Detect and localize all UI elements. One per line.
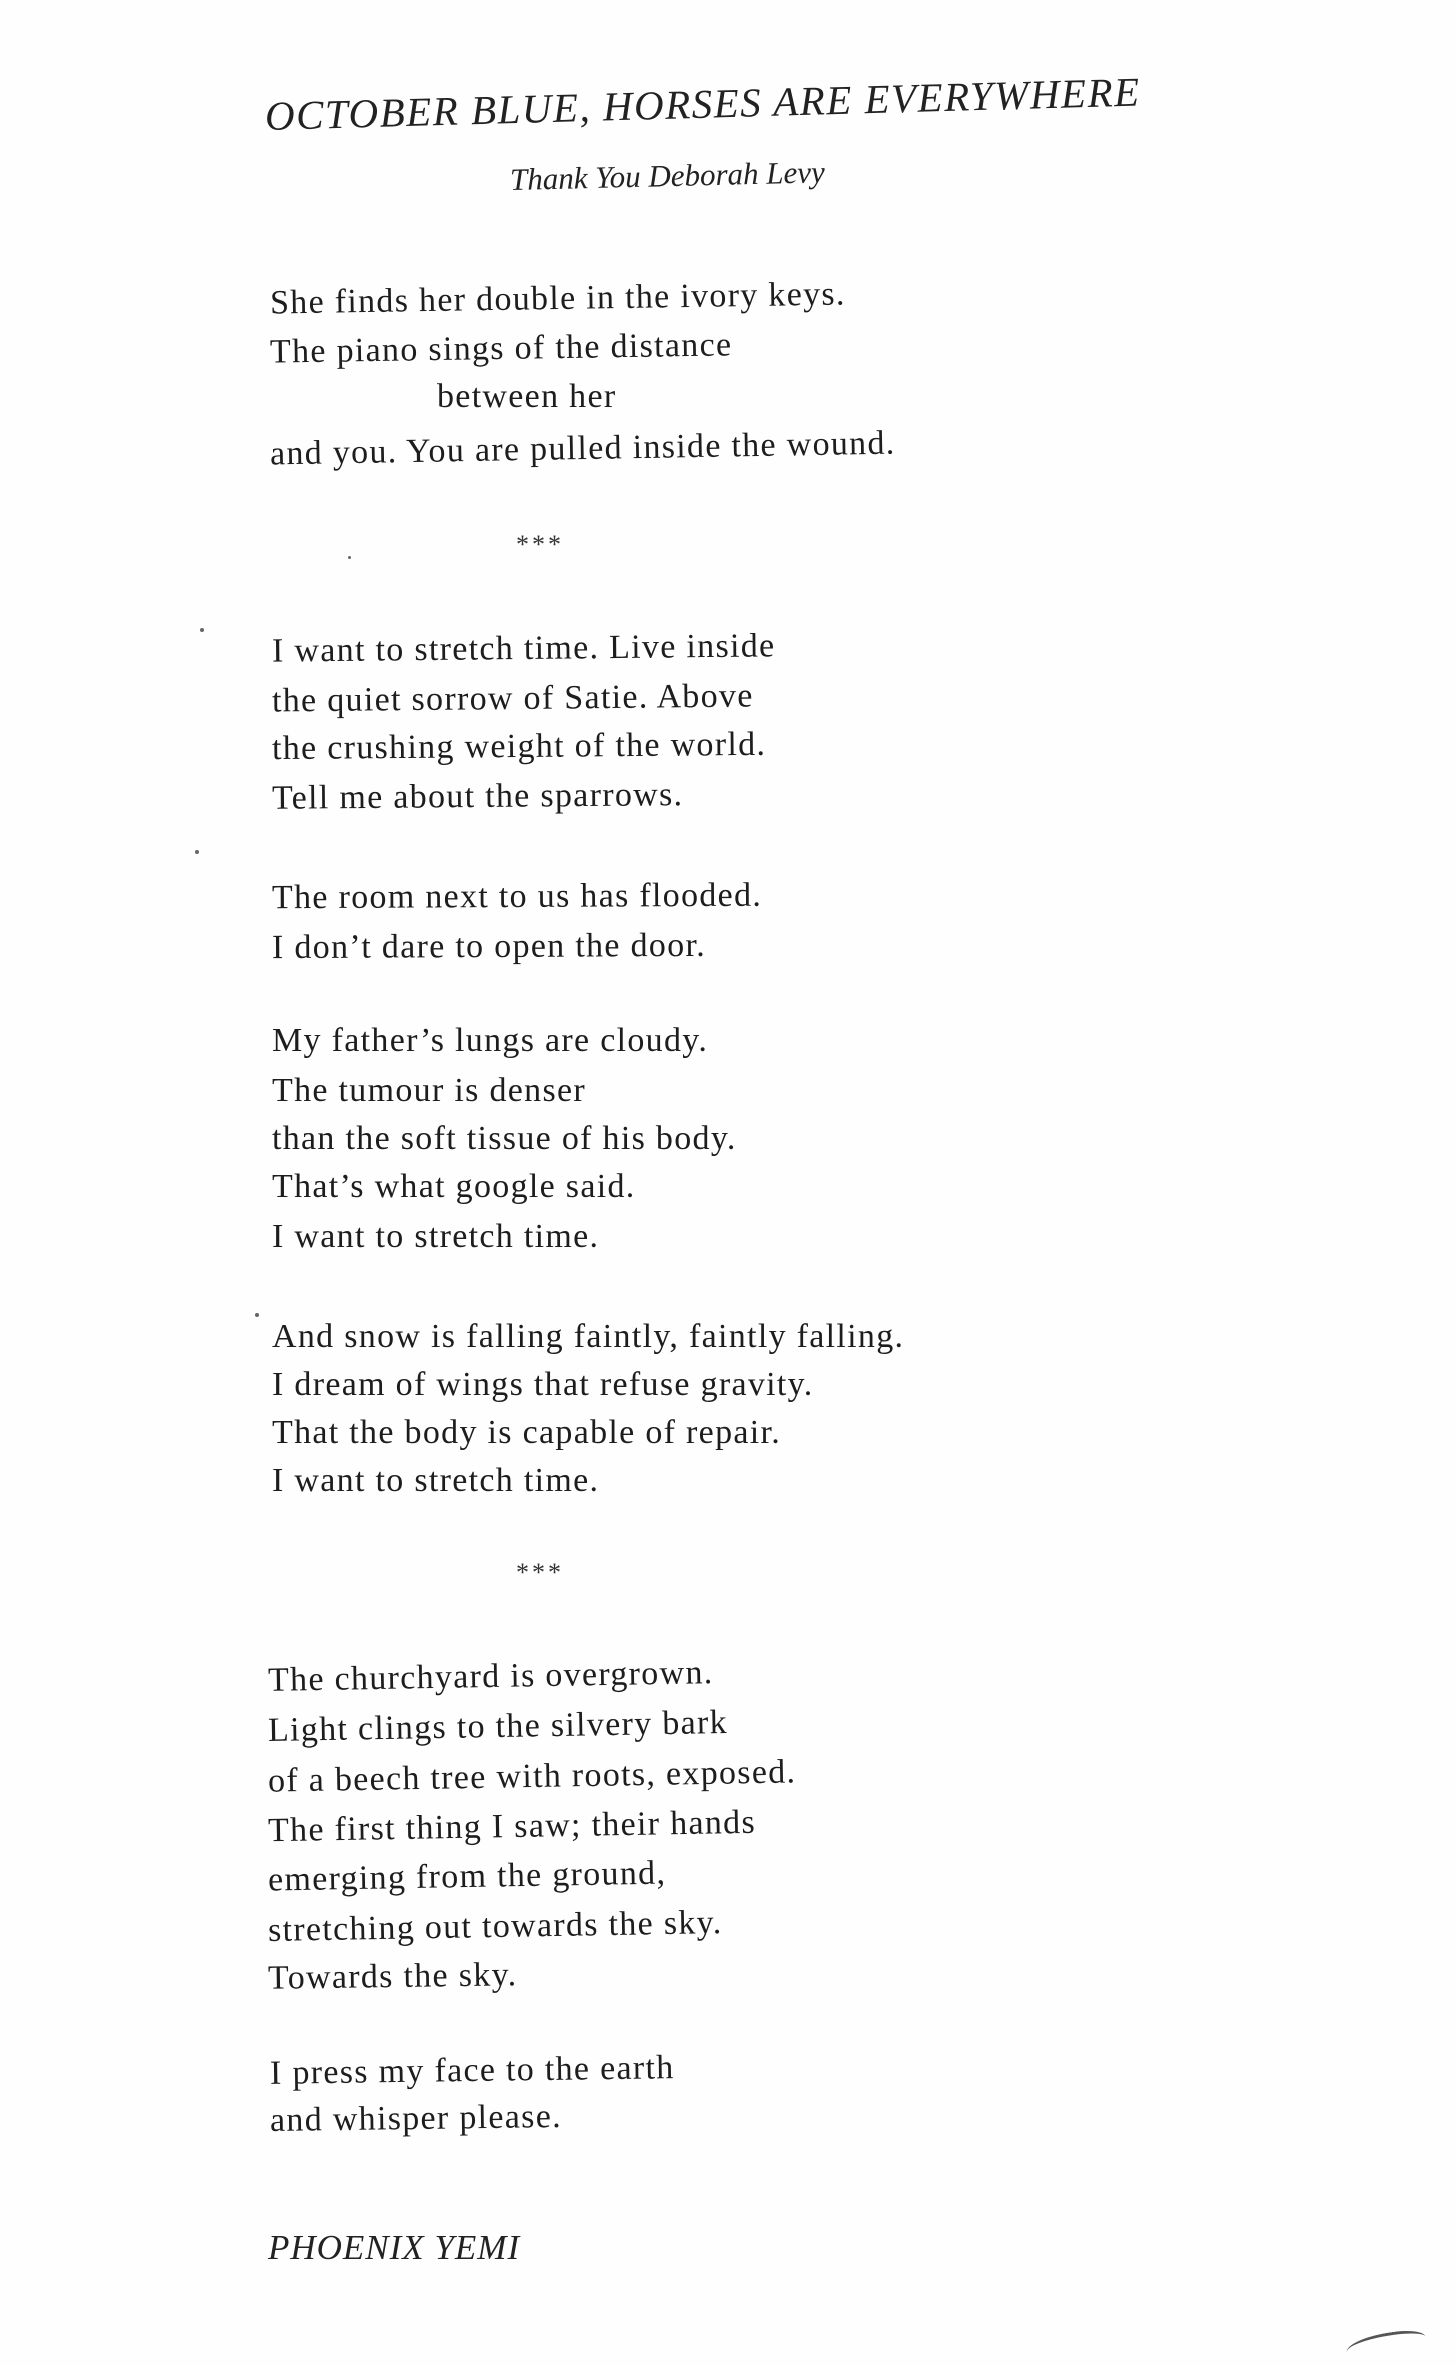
poem-author: PHOENIX YEMI <box>268 2228 521 2267</box>
poem-line: I want to stretch time. <box>272 1218 600 1255</box>
poem-line: The churchyard is overgrown. <box>267 1654 714 1699</box>
poem-line: I want to stretch time. Live inside <box>271 627 776 670</box>
poem-line: I don’t dare to open the door. <box>271 926 707 967</box>
poem-line: than the soft tissue of his body. <box>272 1120 737 1157</box>
poem-line: Light clings to the silvery bark <box>267 1703 729 1750</box>
section-separator: *** <box>516 1558 564 1587</box>
poem-line: Towards the sky. <box>267 1956 518 1997</box>
poem-line: And snow is falling faintly, faintly falling. <box>272 1318 905 1355</box>
section-separator: *** <box>516 530 564 559</box>
poem-line: stretching out towards the sky. <box>267 1904 723 1949</box>
poem-line: The room next to us has flooded. <box>271 876 763 917</box>
poem-line: The tumour is denser <box>272 1072 586 1109</box>
poem-line: My father’s lungs are cloudy. <box>272 1022 709 1059</box>
corner-pen-mark <box>1345 2328 1427 2362</box>
poem-line: That’s what google said. <box>272 1168 636 1205</box>
scan-speck <box>200 628 204 632</box>
poem-line: the crushing weight of the world. <box>271 725 767 768</box>
scan-speck <box>255 1313 259 1317</box>
scan-speck <box>348 556 351 559</box>
poem-line: I press my face to the earth <box>269 2049 675 2092</box>
poem-line: Tell me about the sparrows. <box>271 776 684 817</box>
poem-line: emerging from the ground, <box>267 1854 667 1899</box>
poem-line: The piano sings of the distance <box>269 326 733 371</box>
poem-line: of a beech tree with roots, exposed. <box>267 1753 797 1800</box>
poem-line: the quiet sorrow of Satie. Above <box>271 677 754 720</box>
poem-line: That the body is capable of repair. <box>272 1414 782 1451</box>
poem-title: OCTOBER BLUE, HORSES ARE EVERYWHERE <box>264 68 1142 139</box>
poem-line: I want to stretch time. <box>272 1462 600 1499</box>
poem-line: and you. You are pulled inside the wound. <box>269 424 896 473</box>
poem-line: between her <box>437 378 617 415</box>
poem-line: The first thing I saw; their hands <box>267 1803 757 1850</box>
poem-dedication: Thank You Deborah Levy <box>509 154 826 197</box>
poem-line: and whisper please. <box>269 2097 563 2140</box>
poem-line: I dream of wings that refuse gravity. <box>272 1366 814 1403</box>
poem-line: She finds her double in the ivory keys. <box>269 275 846 322</box>
scan-speck <box>195 850 199 854</box>
